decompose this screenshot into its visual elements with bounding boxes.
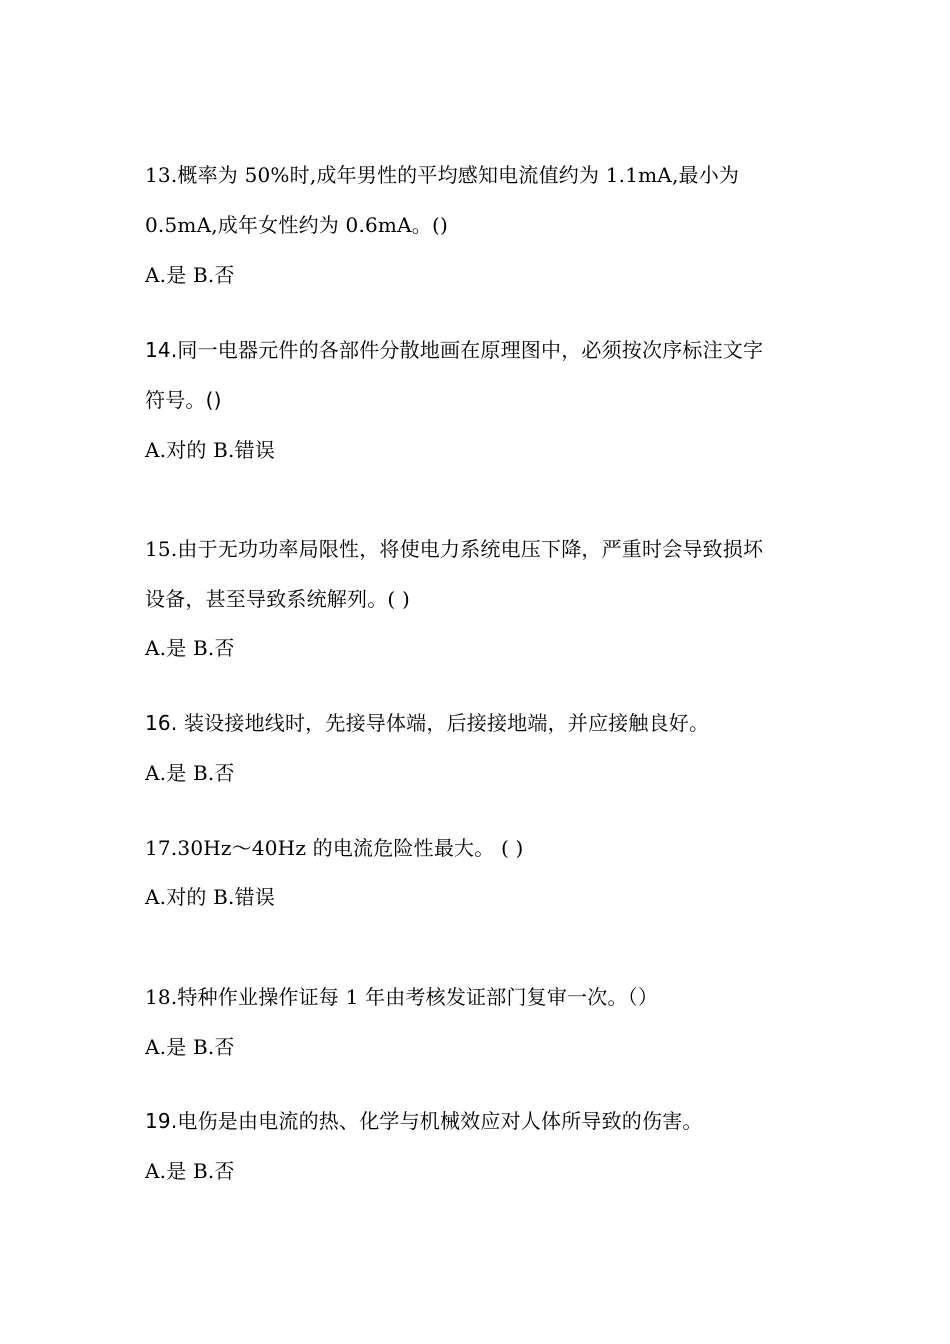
question-19-options: A.是 B.否 — [145, 1159, 235, 1183]
question-16-options: A.是 B.否 — [145, 761, 235, 785]
question-15-options: A.是 B.否 — [145, 636, 235, 660]
question-17-options: A.对的 B.错误 — [145, 885, 276, 909]
question-16-text: 16. 装设接地线时，先接导体端，后接接地端，并应接触良好。 — [145, 711, 710, 735]
question-13-text-line-1: 13.概率为 50%时,成年男性的平均感知电流值约为 1.1mA,最小为 — [145, 163, 740, 187]
question-14-text-line-2: 符号。() — [145, 388, 222, 412]
question-15-text-line-2: 设备，甚至导致系统解列。( ) — [145, 587, 410, 611]
question-18-text: 18.特种作业操作证每 1 年由考核发证部门复审一次。（） — [145, 985, 659, 1009]
question-14-options: A.对的 B.错误 — [145, 438, 276, 462]
question-19-text: 19.电伤是由电流的热、化学与机械效应对人体所导致的伤害。 — [145, 1109, 703, 1133]
question-15-text-line-1: 15.由于无功功率局限性，将使电力系统电压下降，严重时会导致损坏 — [145, 537, 764, 561]
question-17-text: 17.30Hz～40Hz 的电流危险性最大。 ( ) — [145, 836, 524, 860]
question-13-options: A.是 B.否 — [145, 263, 235, 287]
question-14-text-line-1: 14.同一电器元件的各部件分散地画在原理图中，必须按次序标注文字 — [145, 338, 764, 362]
question-18-options: A.是 B.否 — [145, 1035, 235, 1059]
question-13-text-line-2: 0.5mA,成年女性约为 0.6mA。() — [145, 213, 448, 237]
